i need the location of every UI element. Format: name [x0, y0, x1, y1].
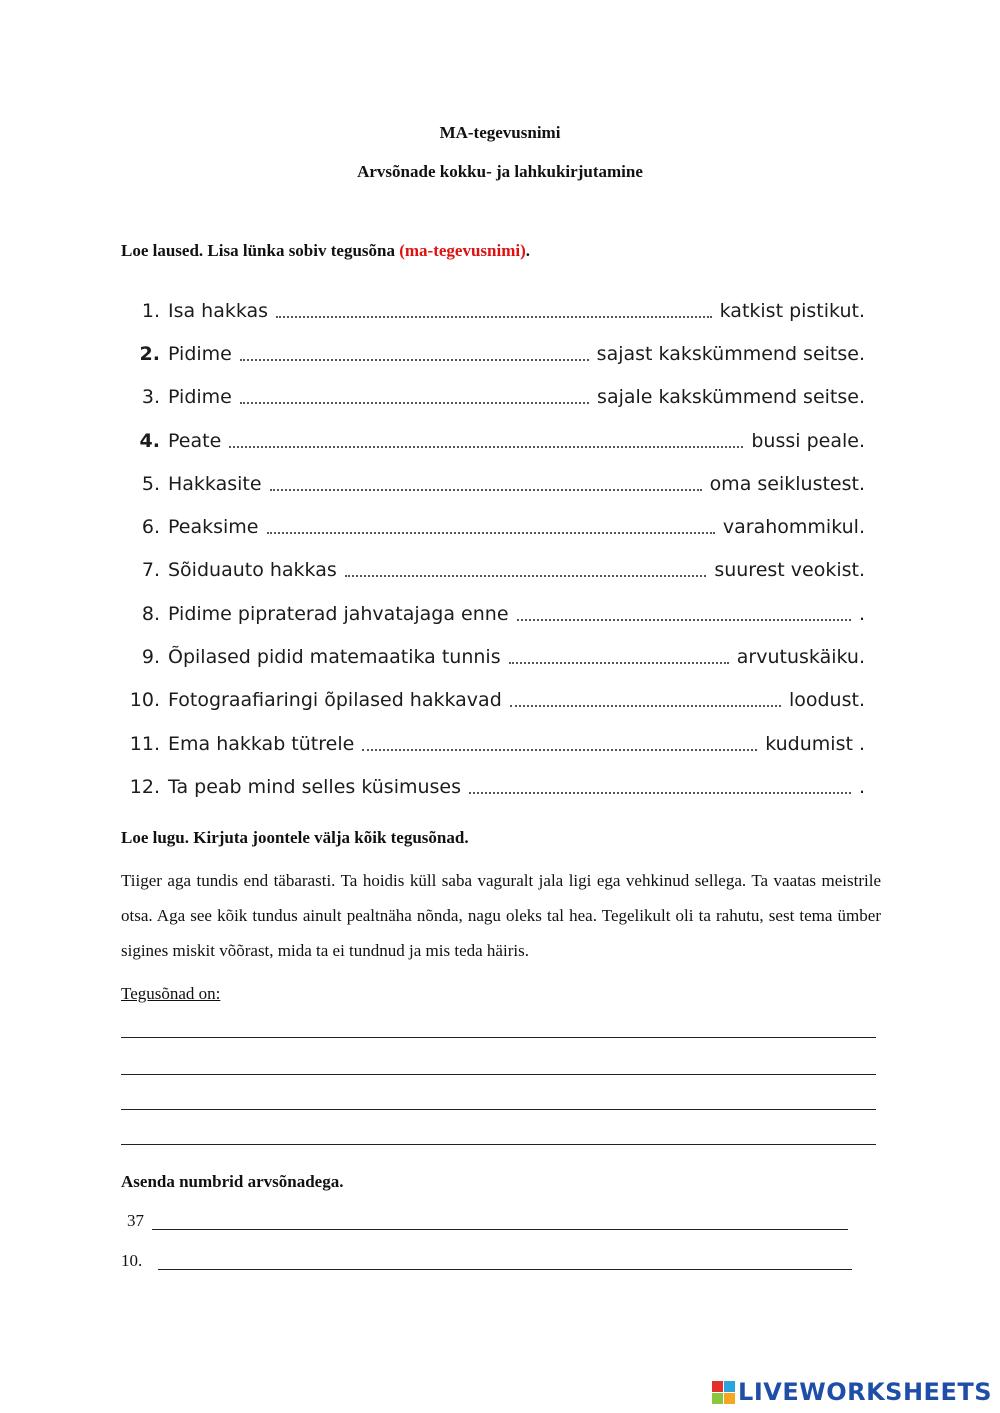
sentence-number: 8.	[141, 602, 160, 625]
sentence-number: 7.	[141, 559, 160, 582]
answer-blank[interactable]	[267, 532, 715, 534]
liveworksheets-logo	[712, 1378, 992, 1406]
sentence-end: sajale kakskümmend seitse.	[597, 386, 865, 409]
page-subtitle: Arvsõnade kokku- ja lahkukirjutamine	[357, 162, 643, 181]
task1-instruction-highlight: (ma-tegevusnimi)	[399, 241, 526, 260]
sentence-item	[120, 505, 865, 548]
sentence-end: kudumist .	[765, 732, 865, 755]
sentence-start: Isa hakkas	[168, 299, 269, 322]
answer-blank[interactable]	[229, 446, 743, 448]
sentence-end: .	[858, 775, 865, 798]
number-answer-line[interactable]	[152, 1229, 848, 1230]
sentence-number: 3.	[141, 386, 160, 409]
verb-answer-line[interactable]	[121, 1037, 876, 1038]
sentence-number: 1.	[141, 299, 160, 322]
sentence-item	[120, 635, 865, 678]
sentence-number: 12.	[129, 775, 160, 798]
logo-mark-icon	[712, 1381, 735, 1404]
task1-instruction-text: Loe laused. Lisa lünka sobiv tegusõna	[121, 241, 400, 260]
task1-instruction	[121, 241, 530, 261]
sentence-start: Ta peab mind selles küsimuses	[168, 775, 462, 798]
verb-answer-line[interactable]	[121, 1074, 876, 1075]
story-text	[121, 863, 881, 968]
story-paragraph: Tiiger aga tundis end täbarasti. Ta hoidis küll saba vaguralt jala ligi ega vehkinud sellega. Ta vaatas meistrile otsa. Aga see kõik tundus ainult pealtnäha nõnda, nagu oleks tal hea. Tegelikult oli ta rahutu, sest tema ümber sigines miskit võõrast, mida ta ei tundnud ja mis teda häiris.	[121, 871, 881, 960]
sentence-number: 6.	[141, 516, 160, 539]
number-label: 10.	[121, 1251, 143, 1270]
verb-answer-line[interactable]	[121, 1144, 876, 1145]
sentence-item	[120, 462, 865, 505]
sentence-start: Fotograafiaringi õpilased hakkavad	[168, 689, 502, 712]
answer-blank[interactable]	[276, 316, 712, 318]
verb-answer-line[interactable]	[121, 1109, 876, 1110]
sentence-number: 11.	[129, 732, 160, 755]
sentence-number: 9.	[141, 646, 160, 669]
sentence-item	[120, 765, 865, 808]
sentence-number: 2.	[139, 342, 160, 365]
sentence-item	[120, 332, 865, 375]
sentence-start: Hakkasite	[168, 472, 262, 495]
sentence-item	[120, 376, 865, 419]
sentence-end: varahommikul.	[722, 516, 865, 539]
verbs-label: Tegusõnad on:	[121, 984, 221, 1003]
sentence-end: katkist pistikut.	[719, 299, 865, 322]
sentence-start: Ema hakkab tütrele	[168, 732, 355, 755]
sentence-item	[120, 722, 865, 765]
answer-blank[interactable]	[240, 402, 589, 404]
sentence-item	[120, 549, 865, 592]
sentence-end: loodust.	[788, 689, 865, 712]
answer-blank[interactable]	[510, 705, 781, 707]
answer-blank[interactable]	[270, 489, 702, 491]
sentence-start: Sõiduauto hakkas	[168, 559, 337, 582]
sentence-item	[120, 679, 865, 722]
logo-square-icon	[724, 1381, 735, 1392]
sentence-number: 10.	[129, 689, 160, 712]
sentence-start: Õpilased pidid matemaatika tunnis	[168, 646, 501, 669]
number-label: 37	[127, 1211, 144, 1230]
answer-blank[interactable]	[345, 575, 707, 577]
sentence-end: sajast kakskümmend seitse.	[596, 342, 865, 365]
task2-instruction: Loe lugu. Kirjuta joontele välja kõik tegusõnad.	[121, 828, 469, 847]
sentence-item	[120, 289, 865, 332]
logo-square-icon	[724, 1393, 735, 1404]
answer-blank[interactable]	[517, 619, 851, 621]
sentence-item	[120, 592, 865, 635]
sentence-start: Peate	[168, 429, 222, 452]
answer-blank[interactable]	[362, 749, 757, 751]
sentence-number: 4.	[139, 429, 160, 452]
sentence-item	[120, 419, 865, 462]
logo-square-icon	[712, 1393, 723, 1404]
sentence-start: Pidime	[168, 342, 232, 365]
sentence-end: suurest veokist.	[714, 559, 865, 582]
task1-instruction-end: .	[525, 241, 530, 260]
answer-blank[interactable]	[509, 662, 729, 664]
sentence-end: .	[858, 602, 865, 625]
number-answer-line[interactable]	[158, 1269, 852, 1270]
sentence-end: bussi peale.	[751, 429, 865, 452]
sentence-number: 5.	[141, 472, 160, 495]
task3-instruction: Asenda numbrid arvsõnadega.	[121, 1172, 344, 1191]
sentence-start: Peaksime	[168, 516, 259, 539]
answer-blank[interactable]	[240, 359, 589, 361]
sentence-end: arvutuskäiku.	[736, 646, 865, 669]
sentence-start: Pidime pipraterad jahvatajaga enne	[168, 602, 509, 625]
sentence-start: Pidime	[168, 386, 232, 409]
sentence-end: oma seiklustest.	[709, 472, 865, 495]
answer-blank[interactable]	[469, 792, 851, 794]
page-title: MA-tegevusnimi	[439, 123, 561, 142]
logo-square-icon	[712, 1381, 723, 1392]
logo-text: LIVEWORKSHEETS	[738, 1378, 992, 1406]
sentence-list	[120, 289, 865, 809]
